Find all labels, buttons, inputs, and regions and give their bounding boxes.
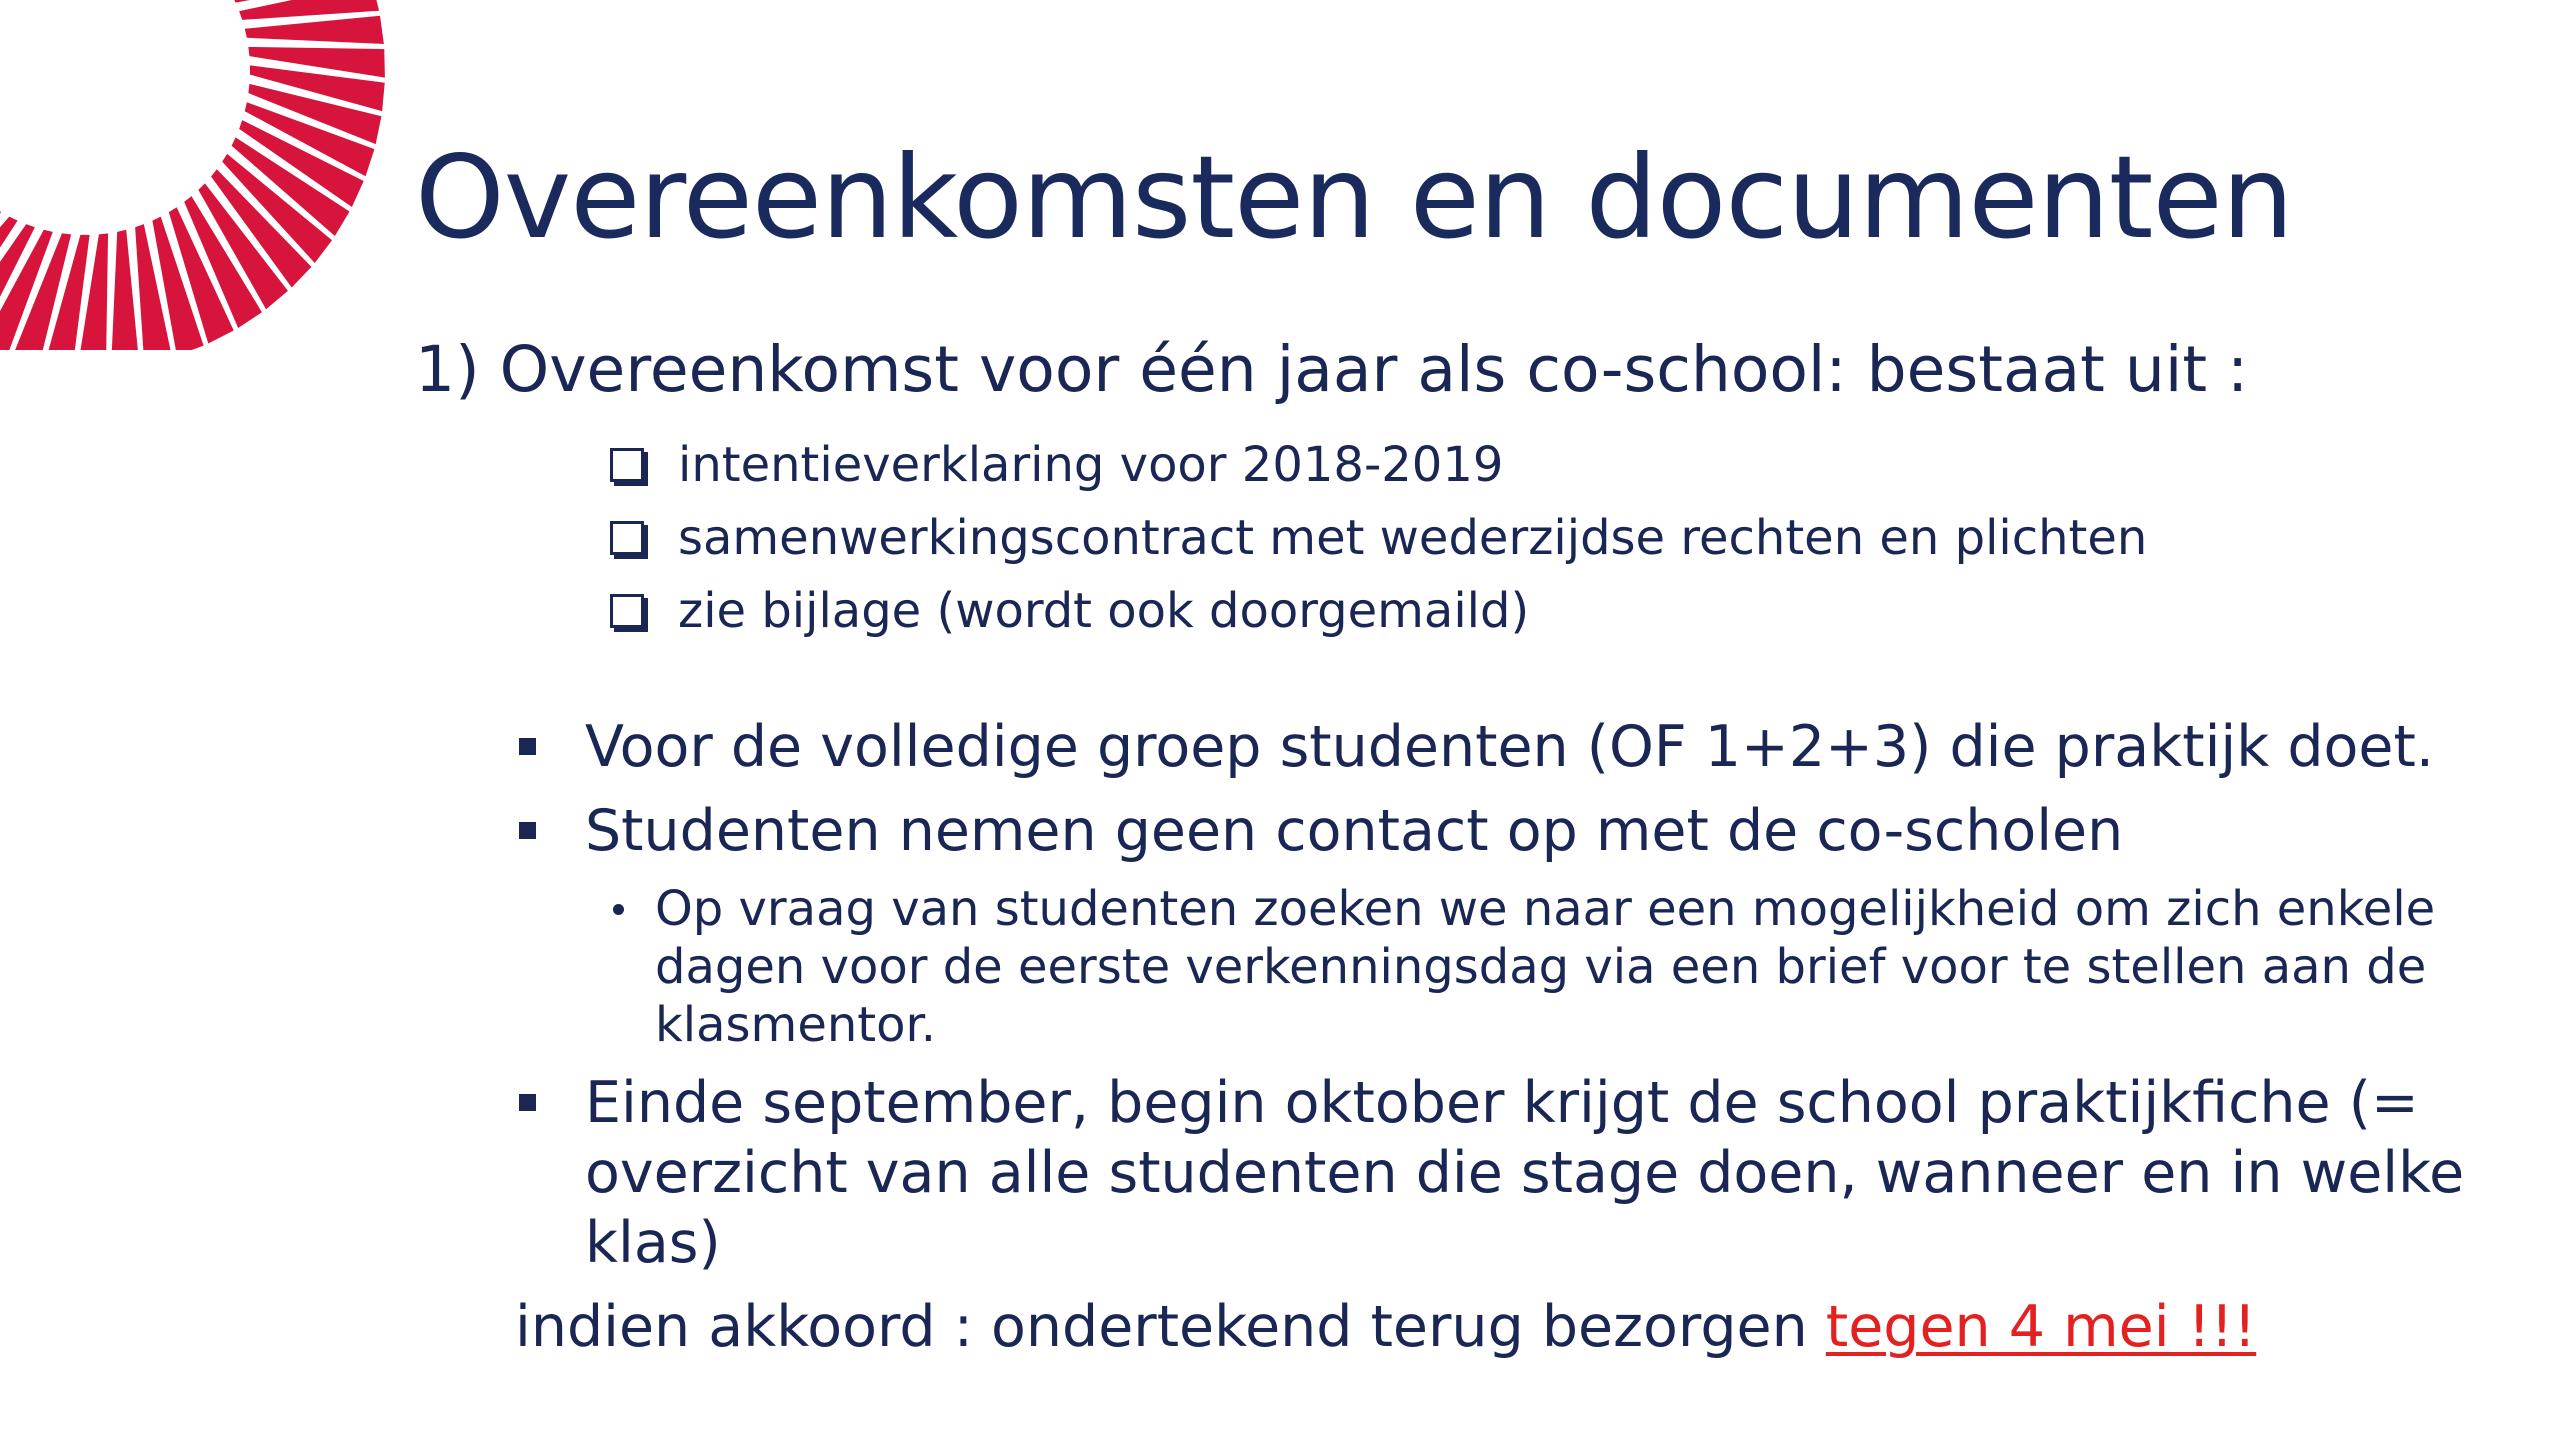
checkbox-icon xyxy=(610,521,644,555)
checklist-item-text: zie bijlage (wordt ook doorgemaild) xyxy=(678,582,1530,639)
square-bullet-icon xyxy=(519,738,536,755)
agreement-checklist xyxy=(610,428,2147,647)
agreement-heading: 1) Overeenkomst voor één jaar als co-school: bestaat uit : xyxy=(415,333,2249,406)
bullet-text: Voor de volledige groep studenten (OF 1+2+3) die praktijk doet. xyxy=(585,714,2434,780)
radial-burst-logo xyxy=(0,0,400,350)
checklist-item-text: intentieverklaring voor 2018-2019 xyxy=(678,436,1504,493)
sub-bullet-item xyxy=(610,880,2485,1054)
bullet-text: Einde september, begin oktober krijgt de school praktijkfiche (= overzicht van alle studenten die stage doen, wanneer en in welke klas) xyxy=(585,1070,2465,1276)
bullet-item xyxy=(515,796,2515,866)
square-bullet-icon xyxy=(519,1094,536,1111)
bullet-text: Studenten nemen geen contact op met de co-scholen xyxy=(585,798,2124,864)
closing-text: indien akkoord : ondertekend terug bezorgen xyxy=(515,1294,1826,1360)
bullet-list xyxy=(515,712,2515,1292)
checkbox-icon xyxy=(610,594,644,628)
slide-title: Overeenkomsten en documenten xyxy=(415,131,2293,264)
bullet-item xyxy=(515,1068,2515,1278)
checklist-item xyxy=(610,428,2147,501)
closing-line xyxy=(515,1292,2256,1362)
deadline-link[interactable]: tegen 4 mei !!! xyxy=(1825,1294,2257,1360)
checklist-item-text: samenwerkingscontract met wederzijdse rechten en plichten xyxy=(678,509,2148,566)
checklist-item xyxy=(610,574,2147,647)
bullet-item xyxy=(515,712,2515,782)
square-bullet-icon xyxy=(519,822,536,839)
checkbox-icon xyxy=(610,448,644,482)
checklist-item xyxy=(610,501,2147,574)
dot-bullet-icon xyxy=(613,904,624,915)
sub-bullet-text: Op vraag van studenten zoeken we naar een mogelijkheid om zich enkele dagen voor de eerste verkenningsdag via een brief voor te stellen aan de klasmentor. xyxy=(655,881,2436,1053)
